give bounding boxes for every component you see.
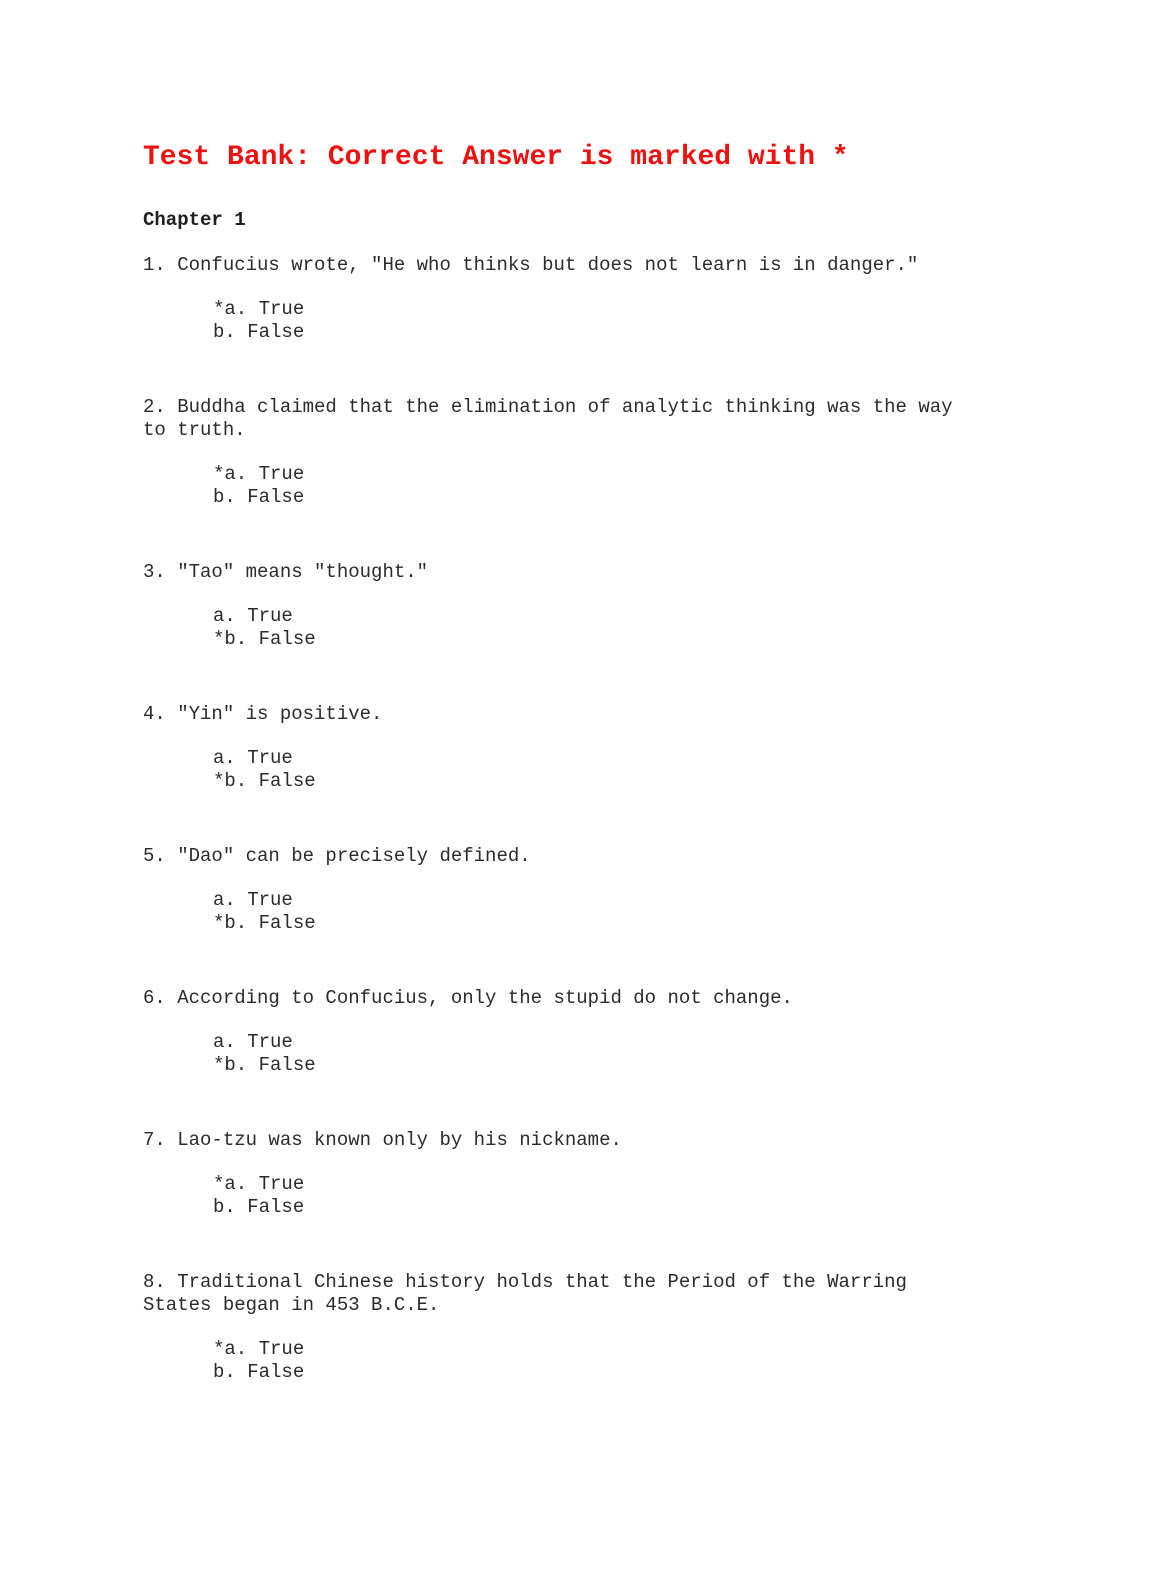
answer-options xyxy=(213,605,1003,651)
question-6 xyxy=(143,987,1003,1077)
question-text: 3. "Tao" means "thought." xyxy=(143,561,429,583)
question-2 xyxy=(143,396,1003,509)
answer-option-b: b. False xyxy=(213,321,305,343)
question-text: 1. Confucius wrote, "He who thinks but does not learn is in danger." xyxy=(143,254,919,276)
answer-option-a: a. True xyxy=(213,889,293,911)
question-3 xyxy=(143,561,1003,651)
question-1 xyxy=(143,254,1003,344)
chapter-heading: Chapter 1 xyxy=(143,209,246,231)
page-title: Test Bank: Correct Answer is marked with * xyxy=(143,142,849,173)
answer-option-b: *b. False xyxy=(213,770,316,792)
answer-options xyxy=(213,1173,1003,1219)
answer-option-b: *b. False xyxy=(213,628,316,650)
question-7 xyxy=(143,1129,1003,1219)
answer-option-a: *a. True xyxy=(213,1338,305,1360)
question-text: 4. "Yin" is positive. xyxy=(143,703,383,725)
answer-option-a: a. True xyxy=(213,605,293,627)
answer-options xyxy=(213,298,1003,344)
answer-option-a: *a. True xyxy=(213,1173,305,1195)
answer-option-a: a. True xyxy=(213,1031,293,1053)
question-text: 7. Lao-tzu was known only by his nickname. xyxy=(143,1129,622,1151)
answer-options xyxy=(213,1338,1003,1384)
answer-option-b: b. False xyxy=(213,1196,305,1218)
answer-options xyxy=(213,747,1003,793)
question-text: 5. "Dao" can be precisely defined. xyxy=(143,845,531,867)
question-8 xyxy=(143,1271,1003,1384)
answer-options xyxy=(213,889,1003,935)
answer-option-a: *a. True xyxy=(213,298,305,320)
answer-option-a: a. True xyxy=(213,747,293,769)
question-5 xyxy=(143,845,1003,935)
answer-option-b: b. False xyxy=(213,486,305,508)
answer-option-a: *a. True xyxy=(213,463,305,485)
question-4 xyxy=(143,703,1003,793)
answer-options xyxy=(213,463,1003,509)
answer-option-b: *b. False xyxy=(213,1054,316,1076)
question-text: 8. Traditional Chinese history holds that the Period of the Warring States began in 453 B.C.E. xyxy=(143,1271,907,1316)
question-text: 6. According to Confucius, only the stupid do not change. xyxy=(143,987,793,1009)
question-text: 2. Buddha claimed that the elimination of analytic thinking was the way to truth. xyxy=(143,396,953,441)
answer-option-b: *b. False xyxy=(213,912,316,934)
answer-options xyxy=(213,1031,1003,1077)
answer-option-b: b. False xyxy=(213,1361,305,1383)
